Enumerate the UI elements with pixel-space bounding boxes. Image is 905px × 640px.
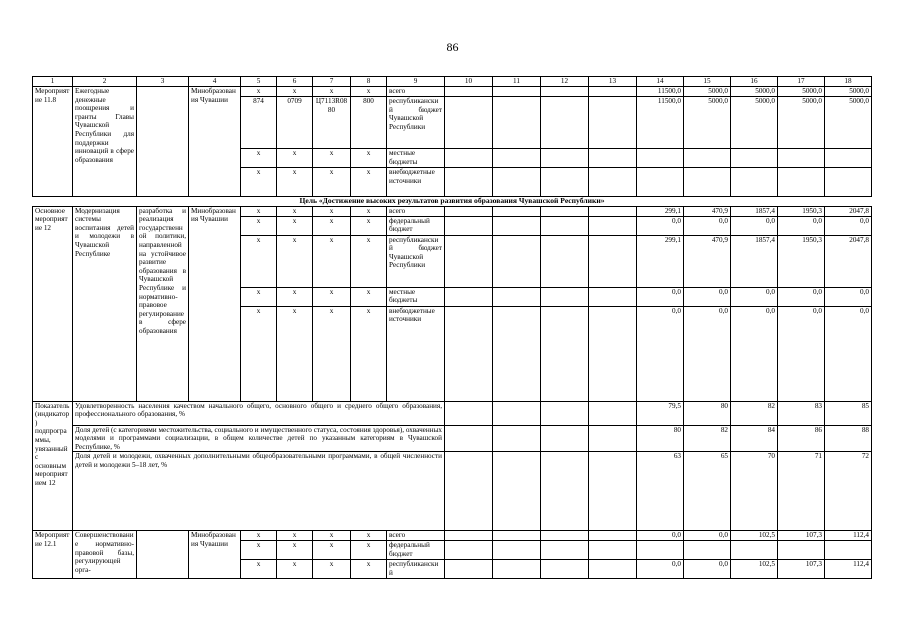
code-cell: x [277,235,313,287]
item-code-cell: Основное мероприятие 12 [33,206,73,401]
source-cell: республиканский бюджет Чувашской Республики [387,97,445,149]
empty-cell [541,287,589,306]
value-cell: 70 [731,452,778,531]
empty-cell [445,560,493,579]
value-cell: 0,0 [731,287,778,306]
value-cell: 0,0 [637,287,684,306]
code-cell: 800 [351,97,387,149]
value-cell: 0,0 [684,531,731,541]
value-cell: 107,3 [778,560,825,579]
budget-table [32,76,872,579]
value-cell: 0,0 [637,560,684,579]
value-cell [684,541,731,560]
empty-cell [445,97,493,149]
header-cell: 8 [351,77,387,87]
value-cell: 112,4 [825,531,872,541]
empty-cell [589,401,637,425]
empty-cell [541,149,589,168]
code-cell: x [313,168,351,197]
empty-cell [541,452,589,531]
empty-cell [541,306,589,401]
item-code-cell: Мероприятие 12.1 [33,531,73,579]
header-cell: 16 [731,77,778,87]
header-cell: 4 [189,77,241,87]
indicator-row [33,425,872,452]
empty-cell [445,216,493,235]
value-cell: 0,0 [684,306,731,401]
value-cell: 5000,0 [825,97,872,149]
code-cell: x [351,306,387,401]
page-number: 86 [446,40,459,54]
value-cell: 112,4 [825,560,872,579]
empty-cell [493,401,541,425]
empty-cell [445,531,493,541]
header-cell: 1 [33,77,73,87]
item-code-cell: Мероприятие 11.8 [33,87,73,197]
value-cell [778,168,825,197]
empty-cell [493,216,541,235]
code-cell: x [313,541,351,560]
indicator-text-cell: Удовлетворенность населения качеством начального общего, основного общего и среднего общего образования, профессионального образования, % [73,401,445,425]
code-cell: x [241,149,277,168]
empty-cell [589,531,637,541]
value-cell: 470,9 [684,206,731,216]
value-cell: 107,3 [778,531,825,541]
empty-cell [541,235,589,287]
code-cell: 874 [241,97,277,149]
item-name-cell: Ежегодные денежные поощрения и гранты Главы Чувашской Республики для поддержки инноваций в сфере образования [73,87,137,197]
header-cell: 17 [778,77,825,87]
code-cell: x [241,87,277,97]
value-cell [637,168,684,197]
header-cell: 10 [445,77,493,87]
indicator-text-cell: Доля детей и молодежи, охваченных дополнительными общеобразовательными программами, в общей численности детей и молодежи 5–18 лет, % [73,452,445,531]
empty-cell [445,425,493,452]
value-cell: 82 [731,401,778,425]
source-cell: всего [387,531,445,541]
value-cell: 11500,0 [637,87,684,97]
code-cell: x [313,87,351,97]
empty-cell [493,541,541,560]
source-cell: федеральный бюджет [387,216,445,235]
code-cell: x [277,87,313,97]
empty-cell [445,149,493,168]
value-cell: 5000,0 [731,87,778,97]
value-cell: 86 [778,425,825,452]
empty-cell [445,541,493,560]
empty-cell [493,149,541,168]
empty-cell [445,87,493,97]
code-cell: x [241,531,277,541]
code-cell: x [277,560,313,579]
header-cell: 12 [541,77,589,87]
empty-cell [541,87,589,97]
value-cell: 2047,8 [825,206,872,216]
empty-cell [589,287,637,306]
value-cell [825,541,872,560]
code-cell: 0709 [277,97,313,149]
source-cell: местные бюджеты [387,287,445,306]
indicator-label-cell: Показатель (индикатор) подпрограммы, увязанный с основным мероприятием 12 [33,401,73,531]
value-cell: 0,0 [684,287,731,306]
code-cell: x [313,235,351,287]
code-cell: x [313,216,351,235]
empty-cell [589,235,637,287]
value-cell: 80 [637,425,684,452]
value-cell [825,168,872,197]
code-cell: x [241,306,277,401]
value-cell: 0,0 [731,216,778,235]
value-cell: 84 [731,425,778,452]
empty-cell [589,306,637,401]
empty-cell [493,560,541,579]
empty-cell [445,287,493,306]
code-cell: x [351,541,387,560]
empty-cell [589,216,637,235]
item-name-cell: Модернизация системы воспитания детей и молодежи в Чувашской Республике [73,206,137,401]
header-cell: 13 [589,77,637,87]
code-cell: x [313,560,351,579]
code-cell: x [351,560,387,579]
code-cell: x [351,206,387,216]
empty-cell [589,87,637,97]
code-cell: x [277,216,313,235]
value-cell: 5000,0 [731,97,778,149]
source-cell: всего [387,206,445,216]
empty-cell [493,306,541,401]
code-cell: x [241,168,277,197]
value-cell: 0,0 [684,560,731,579]
code-cell: x [313,531,351,541]
empty-cell [541,541,589,560]
value-cell: 1857,4 [731,235,778,287]
empty-cell [445,401,493,425]
header-cell: 18 [825,77,872,87]
code-cell: x [241,560,277,579]
empty-cell [541,206,589,216]
value-cell: 80 [684,401,731,425]
empty-cell [589,452,637,531]
value-cell: 2047,8 [825,235,872,287]
value-cell: 5000,0 [684,97,731,149]
code-cell: x [277,306,313,401]
value-cell: 1950,3 [778,206,825,216]
code-cell: x [241,235,277,287]
header-cell: 5 [241,77,277,87]
empty-cell [541,425,589,452]
code-cell: x [277,168,313,197]
item-purpose-cell [137,531,189,579]
executor-cell: Минобразования Чувашии [189,87,241,197]
empty-cell [493,235,541,287]
value-cell: 0,0 [778,216,825,235]
empty-cell [493,87,541,97]
code-cell: x [241,216,277,235]
empty-cell [541,560,589,579]
value-cell [637,541,684,560]
empty-cell [493,287,541,306]
goal-heading: Цель «Достижение высоких результатов развития образования Чувашской Республики» [33,197,872,207]
empty-cell [445,168,493,197]
value-cell [731,149,778,168]
item-purpose-cell [137,87,189,197]
value-cell [778,541,825,560]
code-cell: x [241,287,277,306]
value-cell: 0,0 [825,216,872,235]
source-cell: федеральный бюджет [387,541,445,560]
source-cell: внебюджетные источники [387,306,445,401]
empty-cell [541,216,589,235]
value-cell: 0,0 [637,216,684,235]
value-cell: 79,5 [637,401,684,425]
value-cell [731,168,778,197]
header-cell: 6 [277,77,313,87]
executor-cell: Минобразования Чувашии [189,206,241,401]
value-cell: 0,0 [684,216,731,235]
value-cell: 5000,0 [778,97,825,149]
value-cell [684,149,731,168]
empty-cell [493,168,541,197]
code-cell: x [241,206,277,216]
source-cell: республиканский бюджет Чувашской Республики [387,235,445,287]
code-cell: x [351,287,387,306]
item-name-cell: Совершенствование нормативно-правовой базы, регулирующей орга- [73,531,137,579]
header-cell: 3 [137,77,189,87]
value-cell: 0,0 [778,287,825,306]
value-cell: 72 [825,452,872,531]
table-row [33,206,872,216]
value-cell: 65 [684,452,731,531]
code-cell: x [277,149,313,168]
header-cell: 14 [637,77,684,87]
empty-cell [493,425,541,452]
code-cell: x [277,531,313,541]
code-cell: x [241,541,277,560]
source-cell: местные бюджеты [387,149,445,168]
header-cell: 11 [493,77,541,87]
value-cell: 11500,0 [637,97,684,149]
value-cell: 0,0 [637,306,684,401]
code-cell: x [351,235,387,287]
code-cell: x [313,149,351,168]
empty-cell [541,401,589,425]
executor-cell: Минобразования Чувашии [189,531,241,579]
empty-cell [445,306,493,401]
empty-cell [589,541,637,560]
code-cell: x [277,287,313,306]
code-cell: x [313,287,351,306]
empty-cell [589,168,637,197]
code-cell: x [313,306,351,401]
item-purpose-cell: разработка и реализация государственной политики, направленной на устойчивое развитие образования в Чувашской Республике и нормативно-правовое регулирование в сфере образования [137,206,189,401]
source-cell: республиканский [387,560,445,579]
value-cell: 299,1 [637,235,684,287]
code-cell: x [351,168,387,197]
code-cell: Ц7113R0880 [313,97,351,149]
table-row [33,87,872,97]
empty-cell [541,168,589,197]
value-cell [637,149,684,168]
value-cell: 5000,0 [684,87,731,97]
empty-cell [493,452,541,531]
empty-cell [445,206,493,216]
value-cell: 82 [684,425,731,452]
code-cell: x [351,87,387,97]
value-cell [778,149,825,168]
code-cell: x [313,206,351,216]
indicator-row [33,452,872,531]
value-cell: 88 [825,425,872,452]
header-cell: 2 [73,77,137,87]
empty-cell [589,425,637,452]
value-cell: 0,0 [731,306,778,401]
value-cell: 0,0 [825,287,872,306]
empty-cell [493,531,541,541]
value-cell: 63 [637,452,684,531]
value-cell: 0,0 [778,306,825,401]
empty-cell [589,206,637,216]
empty-cell [493,206,541,216]
source-cell: всего [387,87,445,97]
table-row [33,531,872,541]
header-row [33,77,872,87]
value-cell: 83 [778,401,825,425]
empty-cell [589,560,637,579]
source-cell: внебюджетные источники [387,168,445,197]
value-cell [825,149,872,168]
value-cell: 1857,4 [731,206,778,216]
value-cell: 0,0 [825,306,872,401]
value-cell: 5000,0 [825,87,872,97]
empty-cell [493,97,541,149]
value-cell [684,168,731,197]
value-cell: 470,9 [684,235,731,287]
value-cell: 71 [778,452,825,531]
indicator-text-cell: Доля детей (с категориями местожительства, социального и имущественного статуса, состояния здоровья), охваченных моделями и программами социализации, в общем количестве детей по указанным категориям в Чувашской Республике, % [73,425,445,452]
code-cell: x [351,216,387,235]
empty-cell [445,452,493,531]
value-cell: 5000,0 [778,87,825,97]
empty-cell [541,531,589,541]
header-cell: 9 [387,77,445,87]
header-cell: 7 [313,77,351,87]
value-cell: 102,5 [731,531,778,541]
value-cell: 1950,3 [778,235,825,287]
header-cell: 15 [684,77,731,87]
code-cell: x [351,149,387,168]
value-cell: 0,0 [637,531,684,541]
code-cell: x [277,541,313,560]
value-cell: 299,1 [637,206,684,216]
empty-cell [589,97,637,149]
value-cell [731,541,778,560]
value-cell: 85 [825,401,872,425]
empty-cell [589,149,637,168]
indicator-row [33,401,872,425]
empty-cell [445,235,493,287]
empty-cell [541,97,589,149]
value-cell: 102,5 [731,560,778,579]
code-cell: x [277,206,313,216]
code-cell: x [351,531,387,541]
goal-row [33,197,872,207]
